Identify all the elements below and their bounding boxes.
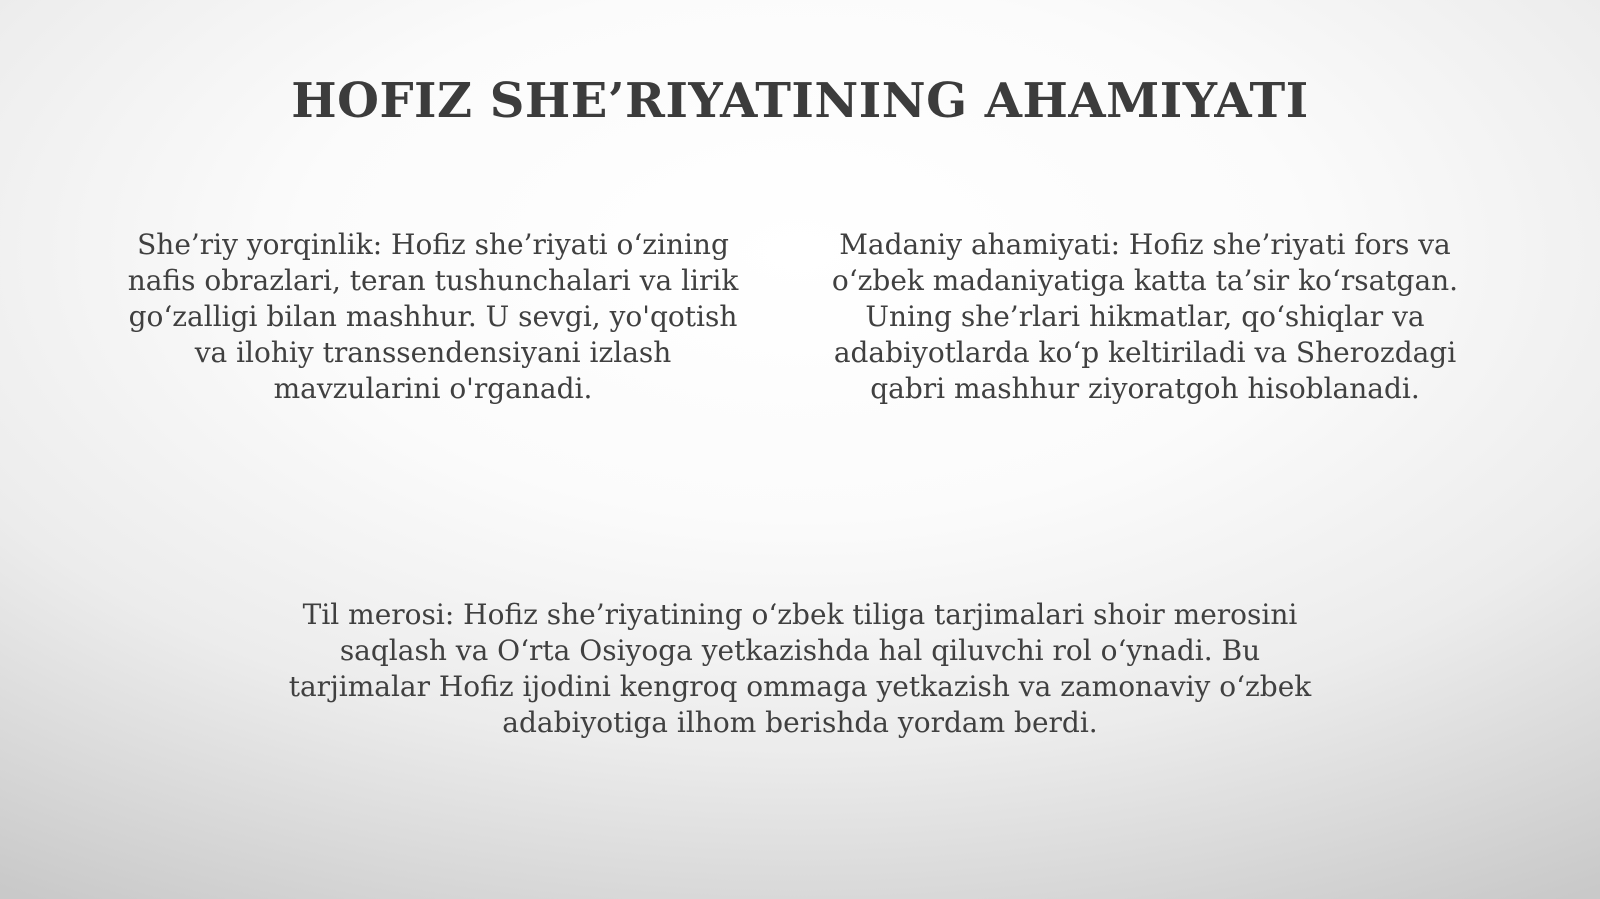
cultural-significance-paragraph: Madaniy ahamiyati: Hofiz she’riyati fors va o‘zbek madaniyatiga katta ta’sir ko‘rsatgan. Uning she’rlari hikmatlar, qo‘shiqlar va adabiyotlarda ko‘p keltiriladi va Sherozdagi qabri mashhur ziyoratgoh hisoblanadi. <box>831 228 1459 405</box>
slide-title: HOFIZ SHE’RIYATINING AHAMIYATI <box>291 73 1309 129</box>
language-heritage-paragraph: Til merosi: Hofiz she’riyatining o‘zbek tiliga tarjimalari shoir merosini saqlash va O‘rta Osiyoga yetkazishda hal qiluvchi rol o‘ynadi. Bu tarjimalar Hofiz ijodini kengroq ommaga yetkazish va zamonaviy o‘zbek adabiyotiga ilhom berishda yordam berdi. <box>288 598 1312 739</box>
poetic-brilliance-paragraph: She’riy yorqinlik: Hofiz she’riyati o‘zining nafis obrazlari, teran tushunchalari va lirik go‘zalligi bilan mashhur. U sevgi, yo'qotish va ilohiy transsendensiyani izlash mavzularini o'rganadi. <box>127 228 739 405</box>
